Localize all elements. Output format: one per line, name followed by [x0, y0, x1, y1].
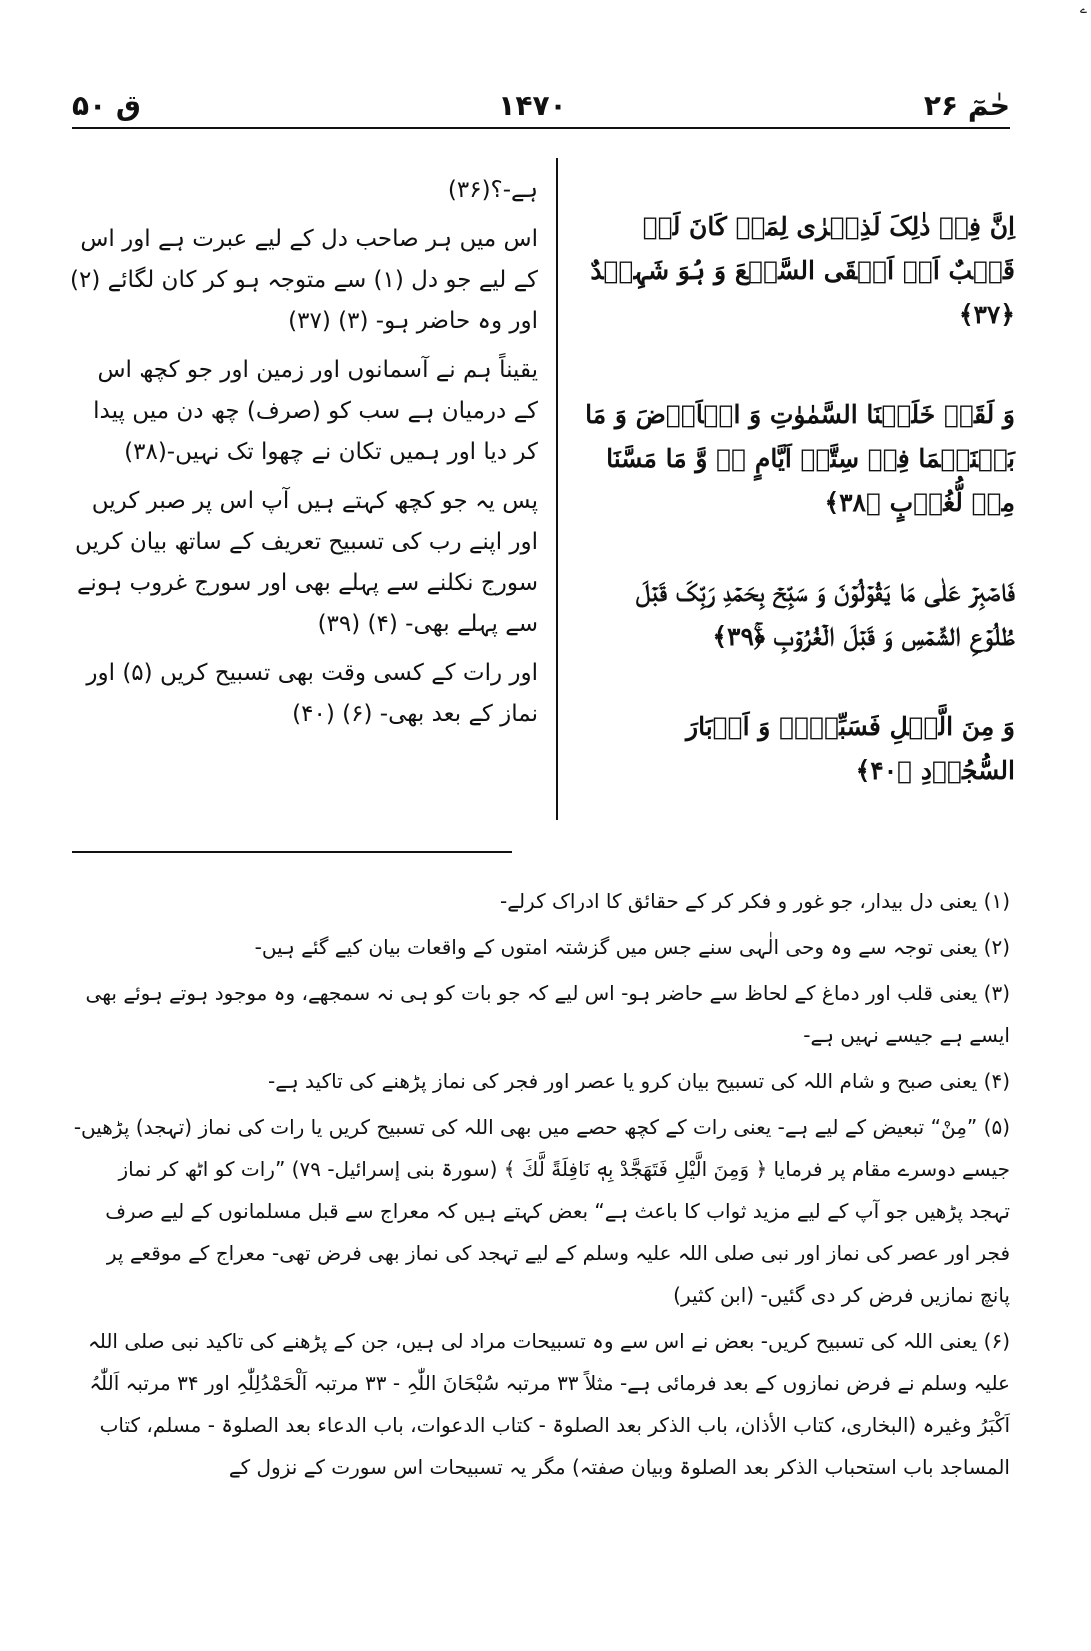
arabic-verse-40: وَ مِنَ الَّیۡلِ فَسَبِّحۡہُ وَ اَدۡبَارَ السُّجُوۡدِ ﴿۴۰﴾ [686, 712, 1015, 785]
translation-verse-39: پس یہ جو کچھ کہتے ہیں آپ اس پر صبر کریں اور اپنے رب کی تسبیح تعریف کے ساتھ بیان کریں سورج نکلنے سے پہلے بھی اور سورج غروب ہونے سے پہلے بھی- (۴) (۳۹) [75, 488, 538, 637]
footnote-divider [72, 851, 512, 853]
translation-verse-37: اس میں ہر صاحب دل کے لیے عبرت ہے اور اس کے لیے جو دل (۱) سے متوجہ ہو کر کان لگائے (۲) اور وہ حاضر ہو- (۳) (۳۷) [70, 226, 538, 334]
page-number: ۱۴۷۰ [498, 89, 567, 122]
arabic-verse-39: فَاصۡبِرۡ عَلٰی مَا یَقُوۡلُوۡنَ وَ سَبِّحۡ بِحَمۡدِ رَبِّکَ قَبۡلَ طُلُوۡعِ الشَّمۡسِ وَ قَبۡلَ الۡغُرُوۡبِ ﴿ۚ۳۹﴾ [635, 578, 1015, 651]
page-header [72, 82, 1010, 122]
footnote-4: (۴) یعنی صبح و شام اللہ کی تسبیح بیان کرو یا عصر اور فجر کی نماز پڑھنے کی تاکید ہے- [268, 1069, 1010, 1093]
juz-label: حٰمٓ ۲۶ [923, 89, 1010, 122]
translation-column [70, 170, 538, 743]
column-divider [556, 158, 558, 820]
translation-verse-38: یقیناً ہم نے آسمانوں اور زمین اور جو کچھ اس کے درمیان ہے سب کو (صرف) چھ دن میں پیدا کر دیا اور ہمیں تکان نے چھوا تک نہیں-(۳۸) [93, 357, 538, 465]
footnote-1: (۱) یعنی دل بیدار، جو غور و فکر کر کے حقائق کا ادراک کرلے- [500, 889, 1010, 913]
header-divider [72, 127, 1010, 129]
footnote-3: (۳) یعنی قلب اور دماغ کے لحاظ سے حاضر ہو- اس لیے کہ جو بات کو ہی نہ سمجھے، وہ موجود ہوتے ہوئے بھی ایسے ہے جیسے نہیں ہے- [85, 981, 1010, 1047]
footnote-2: (۲) یعنی توجہ سے وہ وحی الٰہی سنے جس میں گزشتہ امتوں کے واقعات بیان کیے گئے ہیں- [254, 935, 1010, 959]
footnote-5: (۵) ”مِنْ“ تبعیض کے لیے ہے- یعنی رات کے کچھ حصے میں بھی اللہ کی تسبیح کریں یا رات کی نماز (تہجد) پڑھیں- جیسے دوسرے مقام پر فرمایا ﴿ وَمِنَ الَّيْلِ فَتَهَجَّدْ بِهٖ نَافِلَةً لَّكَ ﴾ (سورۃ بنی إسرائیل- ۷۹) ”رات کو اٹھ کر نماز تہجد پڑھیں جو آپ کے لیے مزید ثواب کا باعث ہے“ بعض کہتے ہیں کہ معراج سے قبل مسلمانوں کے لیے صرف فجر اور عصر کی نماز اور نبی صلی اللہ علیہ وسلم کے لیے تہجد کی نماز بھی فرض تھی- معراج کے موقعے پر پانچ نمازیں فرض کر دی گئیں- (ابن کثیر) [73, 1115, 1010, 1307]
surah-label: ق ۵۰ [72, 89, 141, 122]
arabic-column [585, 205, 1015, 839]
translation-verse-36-end: ہے-؟(۳۶) [447, 177, 538, 203]
arabic-verse-38: وَ لَقَدۡ خَلَقۡنَا السَّمٰوٰتِ وَ الۡاَرۡضَ وَ مَا بَیۡنَہُمَا فِیۡ سِتَّۃِ اَیَّامٍ ٭ۖ وَّ مَا مَسَّنَا مِنۡ لُّغُوۡبٍ ﴿۳۸﴾ [585, 400, 1015, 517]
page-corner-mark: ے [1079, 2, 1087, 16]
translation-verse-40: اور رات کے کسی وقت بھی تسبیح کریں (۵) اور نماز کے بعد بھی- (۶) (۴۰) [86, 660, 538, 727]
footnote-6: (۶) یعنی اللہ کی تسبیح کریں- بعض نے اس سے وہ تسبیحات مراد لی ہیں، جن کے پڑھنے کی تاکید نبی صلی اللہ علیہ وسلم نے فرض نمازوں کے بعد فرمائی ہے- مثلاً ۳۳ مرتبہ سُبْحَانَ اللّٰہِ - ۳۳ مرتبہ اَلْحَمْدُلِلّٰہِ اور ۳۴ مرتبہ اَللّٰہُ اَکْبَرُ وغیرہ (البخاری، کتاب الأذان، باب الذکر بعد الصلوۃ - کتاب الدعوات، باب الدعاء بعد الصلوۃ - مسلم، کتاب المساجد باب استحباب الذکر بعد الصلوۃ وبیان صفتہ) مگر یہ تسبیحات اس سورت کے نزول کے [88, 1329, 1010, 1479]
footnotes [72, 880, 1010, 1492]
arabic-verse-37: اِنَّ فِیۡ ذٰلِکَ لَذِکۡرٰی لِمَنۡ کَانَ لَہٗ قَلۡبٌ اَوۡ اَلۡقَی السَّمۡعَ وَ ہُوَ شَہِیۡدٌ ﴿۳۷﴾ [590, 212, 1015, 329]
